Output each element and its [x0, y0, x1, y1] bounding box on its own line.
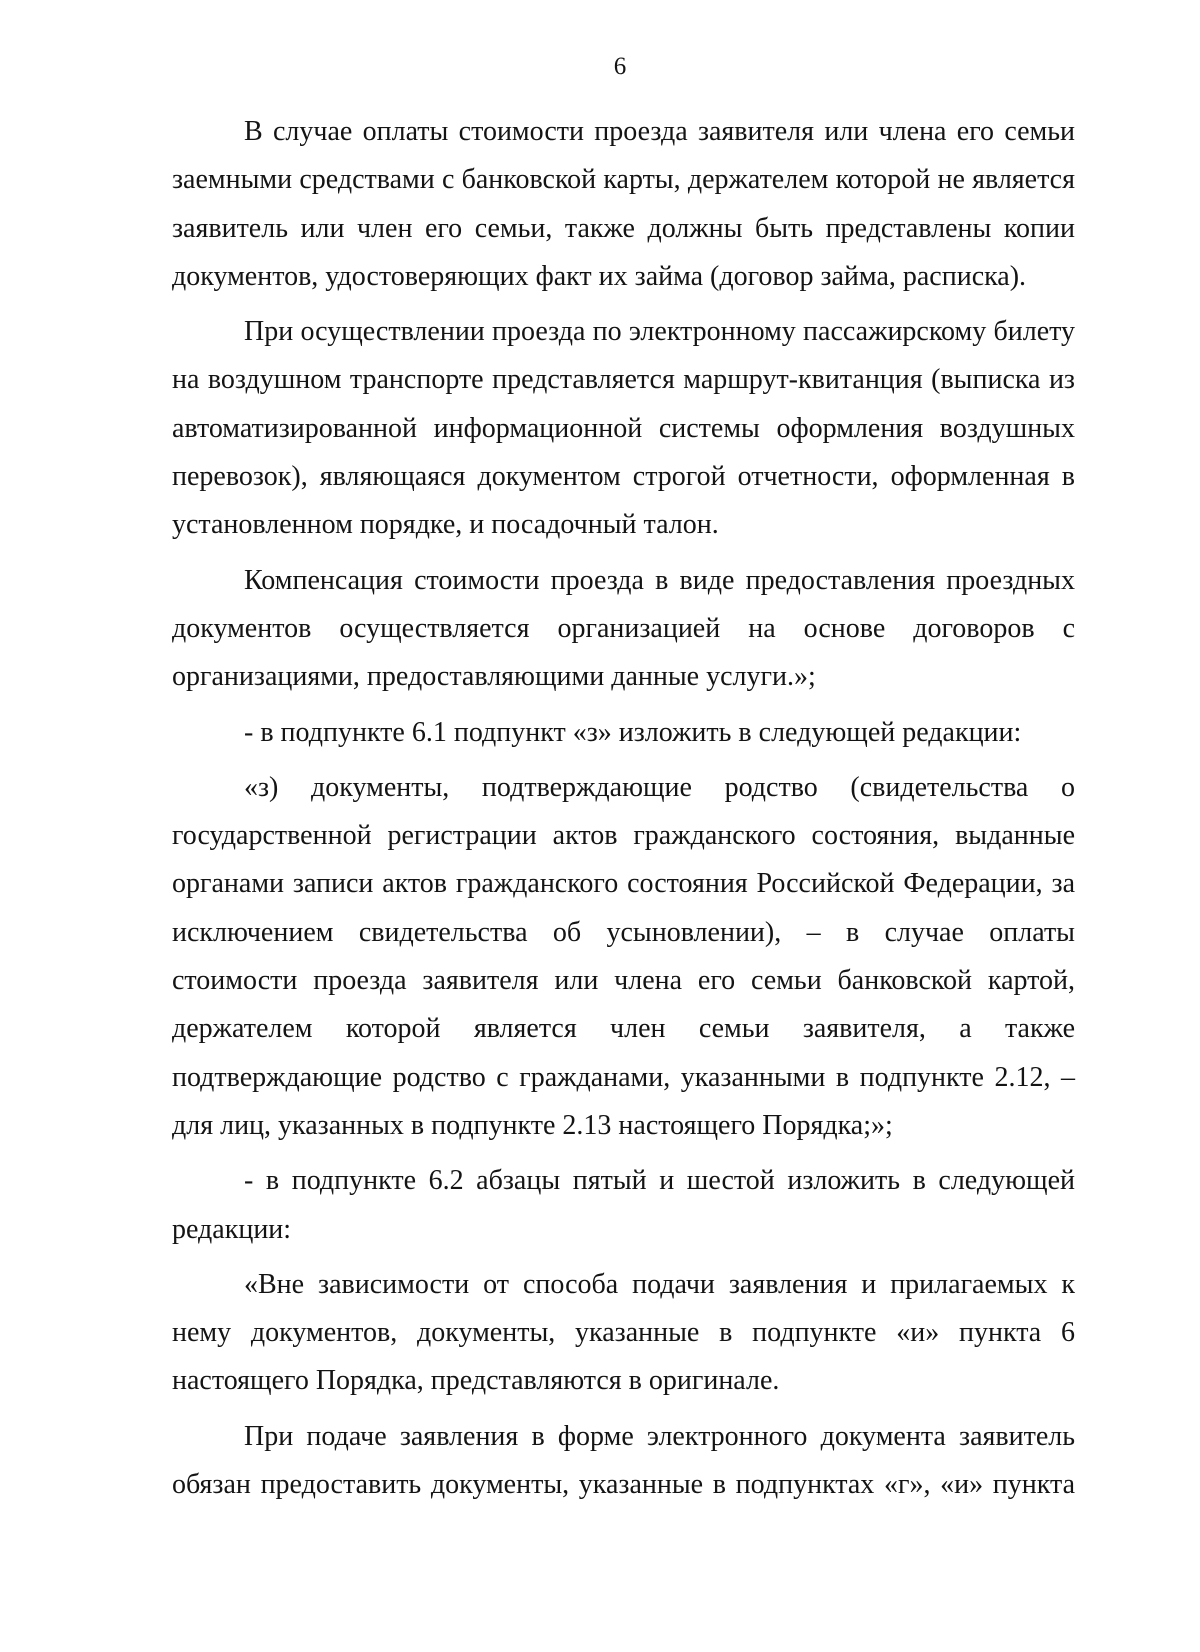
- paragraph-compensation: Компенсация стоимости проезда в виде предоставления проездных документов осуществляется организацией на основе договоров с организациями, предоставляющими данные услуги.»;: [172, 564, 1075, 693]
- document-body: [172, 108, 1075, 1516]
- paragraph-amendment-6-1: - в подпункте 6.1 подпункт «з» изложить в следующей редакции:: [244, 716, 1022, 748]
- paragraph-subitem-z: «з) документы, подтверждающие родство (свидетельства о государственной регистрации актов гражданского состояния, выданные органами записи актов гражданского состояния Российской Федерации, за исключением свидетельства об усыновлении), – в случае оплаты стоимости проезда заявителя или члена его семьи банковской картой, держателем которой является член семьи заявителя, а также подтверждающие родство с гражданами, указанными в подпункте 2.12, – для лиц, указанных в подпункте 2.13 настоящего Порядка;»;: [172, 771, 1075, 1141]
- page-number: 6: [613, 53, 627, 80]
- paragraph-originals: «Вне зависимости от способа подачи заявления и прилагаемых к нему документов, документы, указанные в подпункте «и» пункта 6 настоящего Порядка, представляются в оригинале.: [172, 1268, 1075, 1397]
- paragraph-electronic-submission: При подаче заявления в форме электронного документа заявитель обязан предоставить документы, указанные в подпунктах «г», «и» пункта: [172, 1420, 1075, 1501]
- paragraph-amendment-6-2: - в подпункте 6.2 абзацы пятый и шестой изложить в следующей редакции:: [172, 1165, 1075, 1245]
- paragraph-loan-payment: В случае оплаты стоимости проезда заявителя или члена его семьи заемными средствами с банковской карты, держателем которой не является заявитель или член его семьи, также должны быть представлены копии документов, удостоверяющих факт их займа (договор займа, расписка).: [172, 116, 1075, 292]
- paragraph-electronic-ticket: При осуществлении проезда по электронному пассажирскому билету на воздушном транспорте представляется маршрут-квитанция (выписка из автоматизированной информационной системы оформления воздушных перевозок), являющаяся документом строгой отчетности, оформленная в установленном порядке, и посадочный талон.: [172, 316, 1075, 541]
